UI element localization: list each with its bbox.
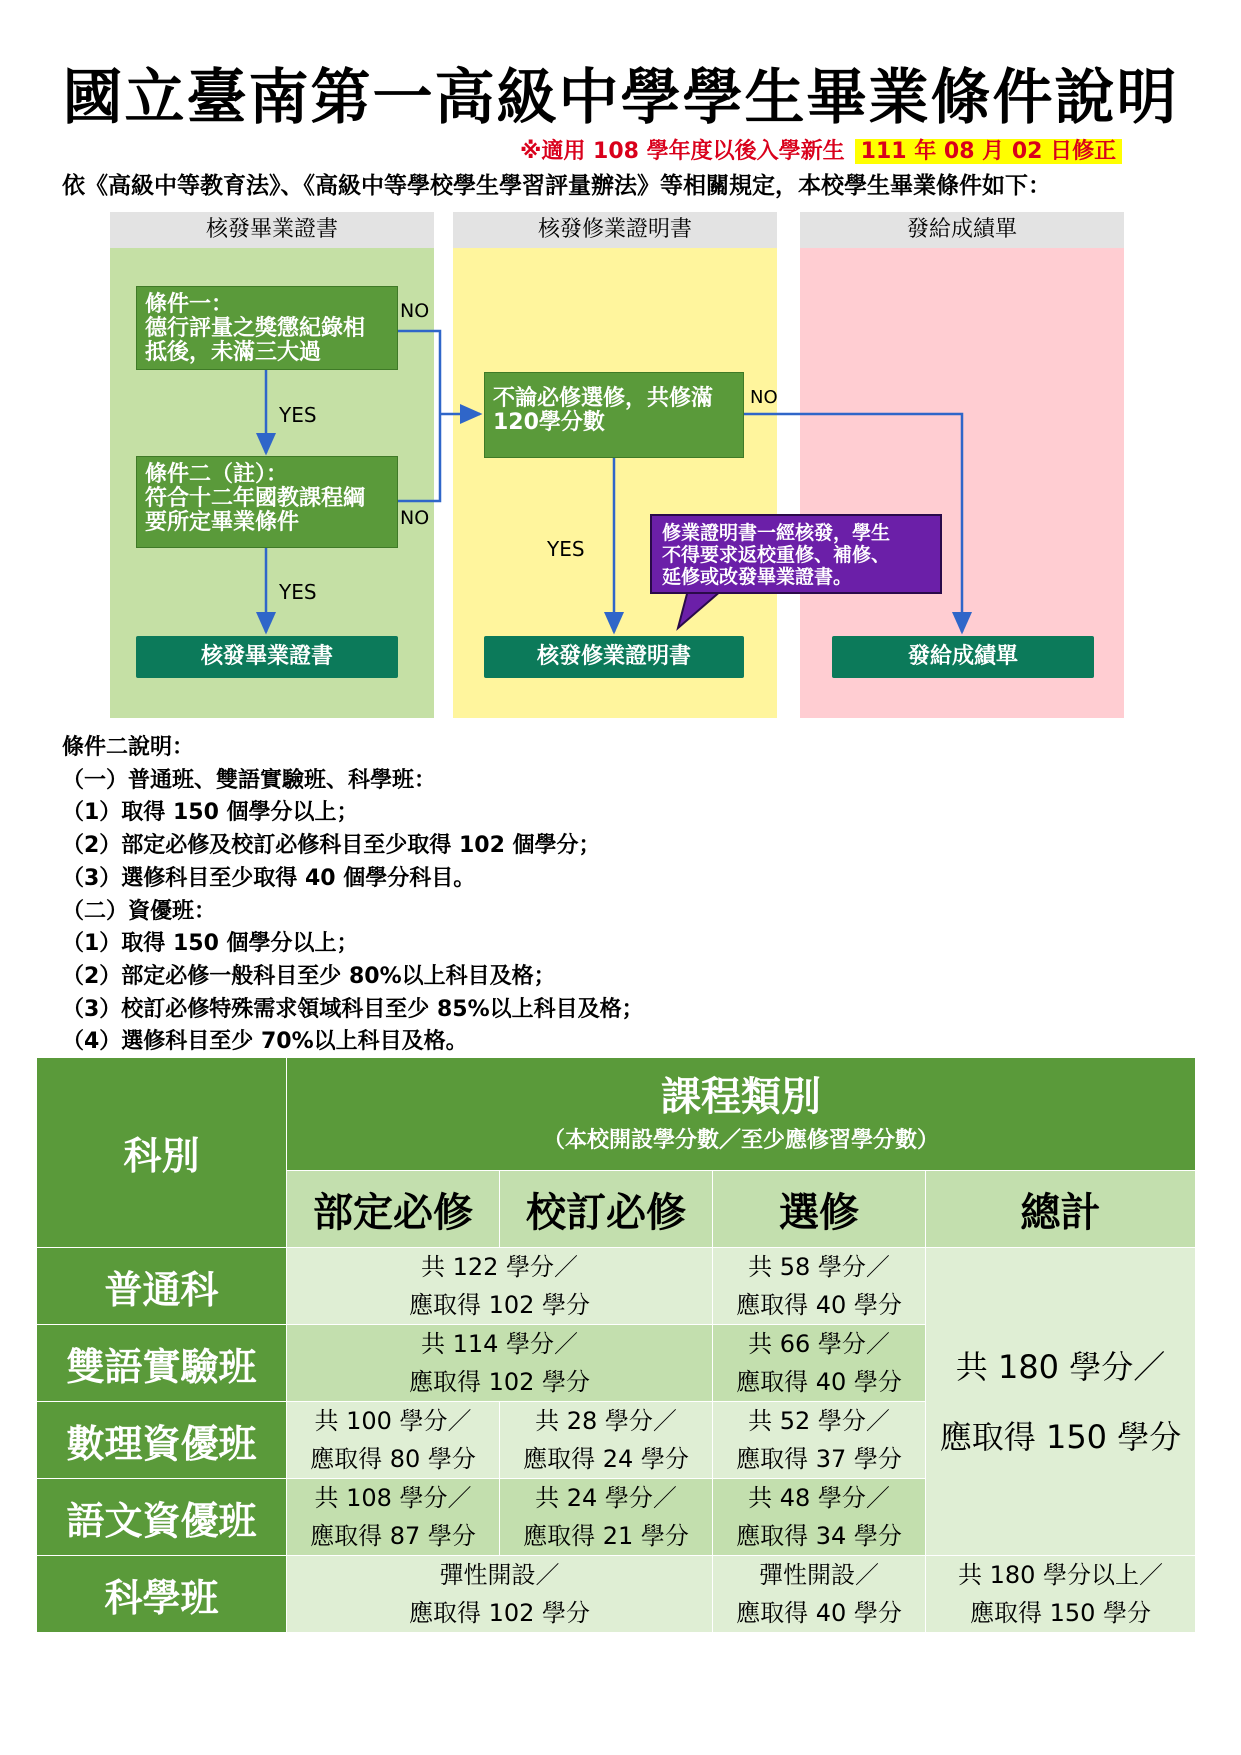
elective-cell: 共 66 學分／ 應取得 40 學分 <box>713 1325 926 1402</box>
condition-2-box <box>136 456 398 548</box>
category-header <box>287 1058 1196 1171</box>
column-head-diploma: 核發畢業證書 <box>110 212 434 248</box>
callout-line: 不得要求返校重修、補修、 <box>662 544 891 566</box>
header-elective: 選修 <box>713 1171 926 1248</box>
row-name: 數理資優班 <box>37 1402 287 1479</box>
row-name: 科學班 <box>37 1556 287 1633</box>
explain-line: （1）取得 150 個學分以上； <box>62 931 359 957</box>
required-cell: 共 100 學分／ 應取得 80 學分 <box>287 1402 500 1479</box>
corner-header: 科別 <box>37 1058 287 1248</box>
condition-2-line: 要所定畢業條件 <box>145 510 300 535</box>
condition-1-line: 德行評量之獎懲紀錄相 <box>145 316 366 341</box>
yes-label: YES <box>279 403 317 427</box>
explain-line: （2）部定必修及校訂必修科目至少取得 102 個學分； <box>62 833 601 859</box>
end-certificate: 核發修業證明書 <box>484 636 744 678</box>
row-name: 普通科 <box>37 1248 287 1325</box>
end-transcript: 發給成績單 <box>832 636 1094 678</box>
applies-text: ※適用 108 學年度以後入學新生 <box>520 139 845 164</box>
yes-label: YES <box>279 580 317 604</box>
row-name: 雙語實驗班 <box>37 1325 287 1402</box>
explain-line: 條件二說明： <box>62 735 195 760</box>
condition-2-explanation <box>62 732 644 1059</box>
no-label: NO <box>400 507 430 529</box>
explain-line: （二）資優班： <box>62 898 217 924</box>
row-name: 語文資優班 <box>37 1479 287 1556</box>
explain-line: （3）選修科目至少取得 40 個學分科目。 <box>62 865 476 891</box>
no-label: NO <box>750 387 778 408</box>
condition-2-line: 條件二（註）： <box>145 462 289 487</box>
yes-label: YES <box>547 537 585 561</box>
required-school-cell: 彈性開設／ 應取得 102 學分 <box>287 1556 713 1633</box>
condition-1-box <box>136 286 398 370</box>
header-required: 部定必修 <box>287 1171 500 1248</box>
condition-1-line: 抵後，未滿三大過 <box>145 340 322 365</box>
explain-line: （4）選修科目至少 70%以上科目及格。 <box>62 1029 468 1055</box>
required-cell: 共 108 學分／ 應取得 87 學分 <box>287 1479 500 1556</box>
elective-cell: 共 52 學分／ 應取得 37 學分 <box>713 1402 926 1479</box>
required-school-cell: 共 122 學分／ 應取得 102 學分 <box>287 1248 713 1325</box>
category-title: 課程類別 <box>661 1073 821 1120</box>
required-school-cell: 共 114 學分／ 應取得 102 學分 <box>287 1325 713 1402</box>
explain-line: （2）部定必修一般科目至少 80%以上科目及格； <box>62 963 556 989</box>
revised-date: 111 年 08 月 02 日修正 <box>855 139 1122 164</box>
callout-line: 修業證明書一經核發，學生 <box>662 522 891 544</box>
school-cell: 共 24 學分／ 應取得 21 學分 <box>500 1479 713 1556</box>
elective-cell: 彈性開設／ 應取得 40 學分 <box>713 1556 926 1633</box>
table-row <box>37 1556 1196 1633</box>
no-label: NO <box>400 300 430 322</box>
condition-3-line: 120學分數 <box>493 410 605 435</box>
elective-cell: 共 58 學分／ 應取得 40 學分 <box>713 1248 926 1325</box>
condition-3-line: 不論必修選修，共修滿 <box>493 386 714 411</box>
category-subtitle: （本校開設學分數／至少應修習學分數） <box>543 1128 940 1153</box>
callout-note <box>650 514 942 594</box>
callout-line: 延修或改發畢業證書。 <box>662 566 853 588</box>
explain-line: （3）校訂必修特殊需求領域科目至少 85%以上科目及格； <box>62 996 644 1022</box>
total-cell: 共 180 學分以上／ 應取得 150 學分 <box>926 1556 1196 1633</box>
header-total: 總計 <box>926 1171 1196 1248</box>
end-diploma: 核發畢業證書 <box>136 636 398 678</box>
table-row <box>37 1248 1196 1325</box>
condition-3-box <box>484 372 744 458</box>
elective-cell: 共 48 學分／ 應取得 34 學分 <box>713 1479 926 1556</box>
column-head-certificate: 核發修業證明書 <box>453 212 777 248</box>
condition-1-line: 條件一： <box>145 292 234 317</box>
total-cell: 共 180 學分／ 應取得 150 學分 <box>926 1248 1196 1556</box>
condition-2-line: 符合十二年國教課程綱 <box>145 486 366 511</box>
page-title: 國立臺南第一高級中學學生畢業條件說明 <box>62 63 1179 133</box>
explain-line: （一）普通班、雙語實驗班、科學班： <box>62 767 437 793</box>
header-school: 校訂必修 <box>500 1171 713 1248</box>
column-head-transcript: 發給成績單 <box>800 212 1124 248</box>
explain-line: （1）取得 150 個學分以上； <box>62 800 359 826</box>
intro-text: 依《高級中等教育法》、《高級中等學校學生學習評量辦法》等相關規定，本校學生畢業條件如下： <box>62 173 1051 199</box>
credits-table <box>36 1057 1196 1633</box>
school-cell: 共 28 學分／ 應取得 24 學分 <box>500 1402 713 1479</box>
